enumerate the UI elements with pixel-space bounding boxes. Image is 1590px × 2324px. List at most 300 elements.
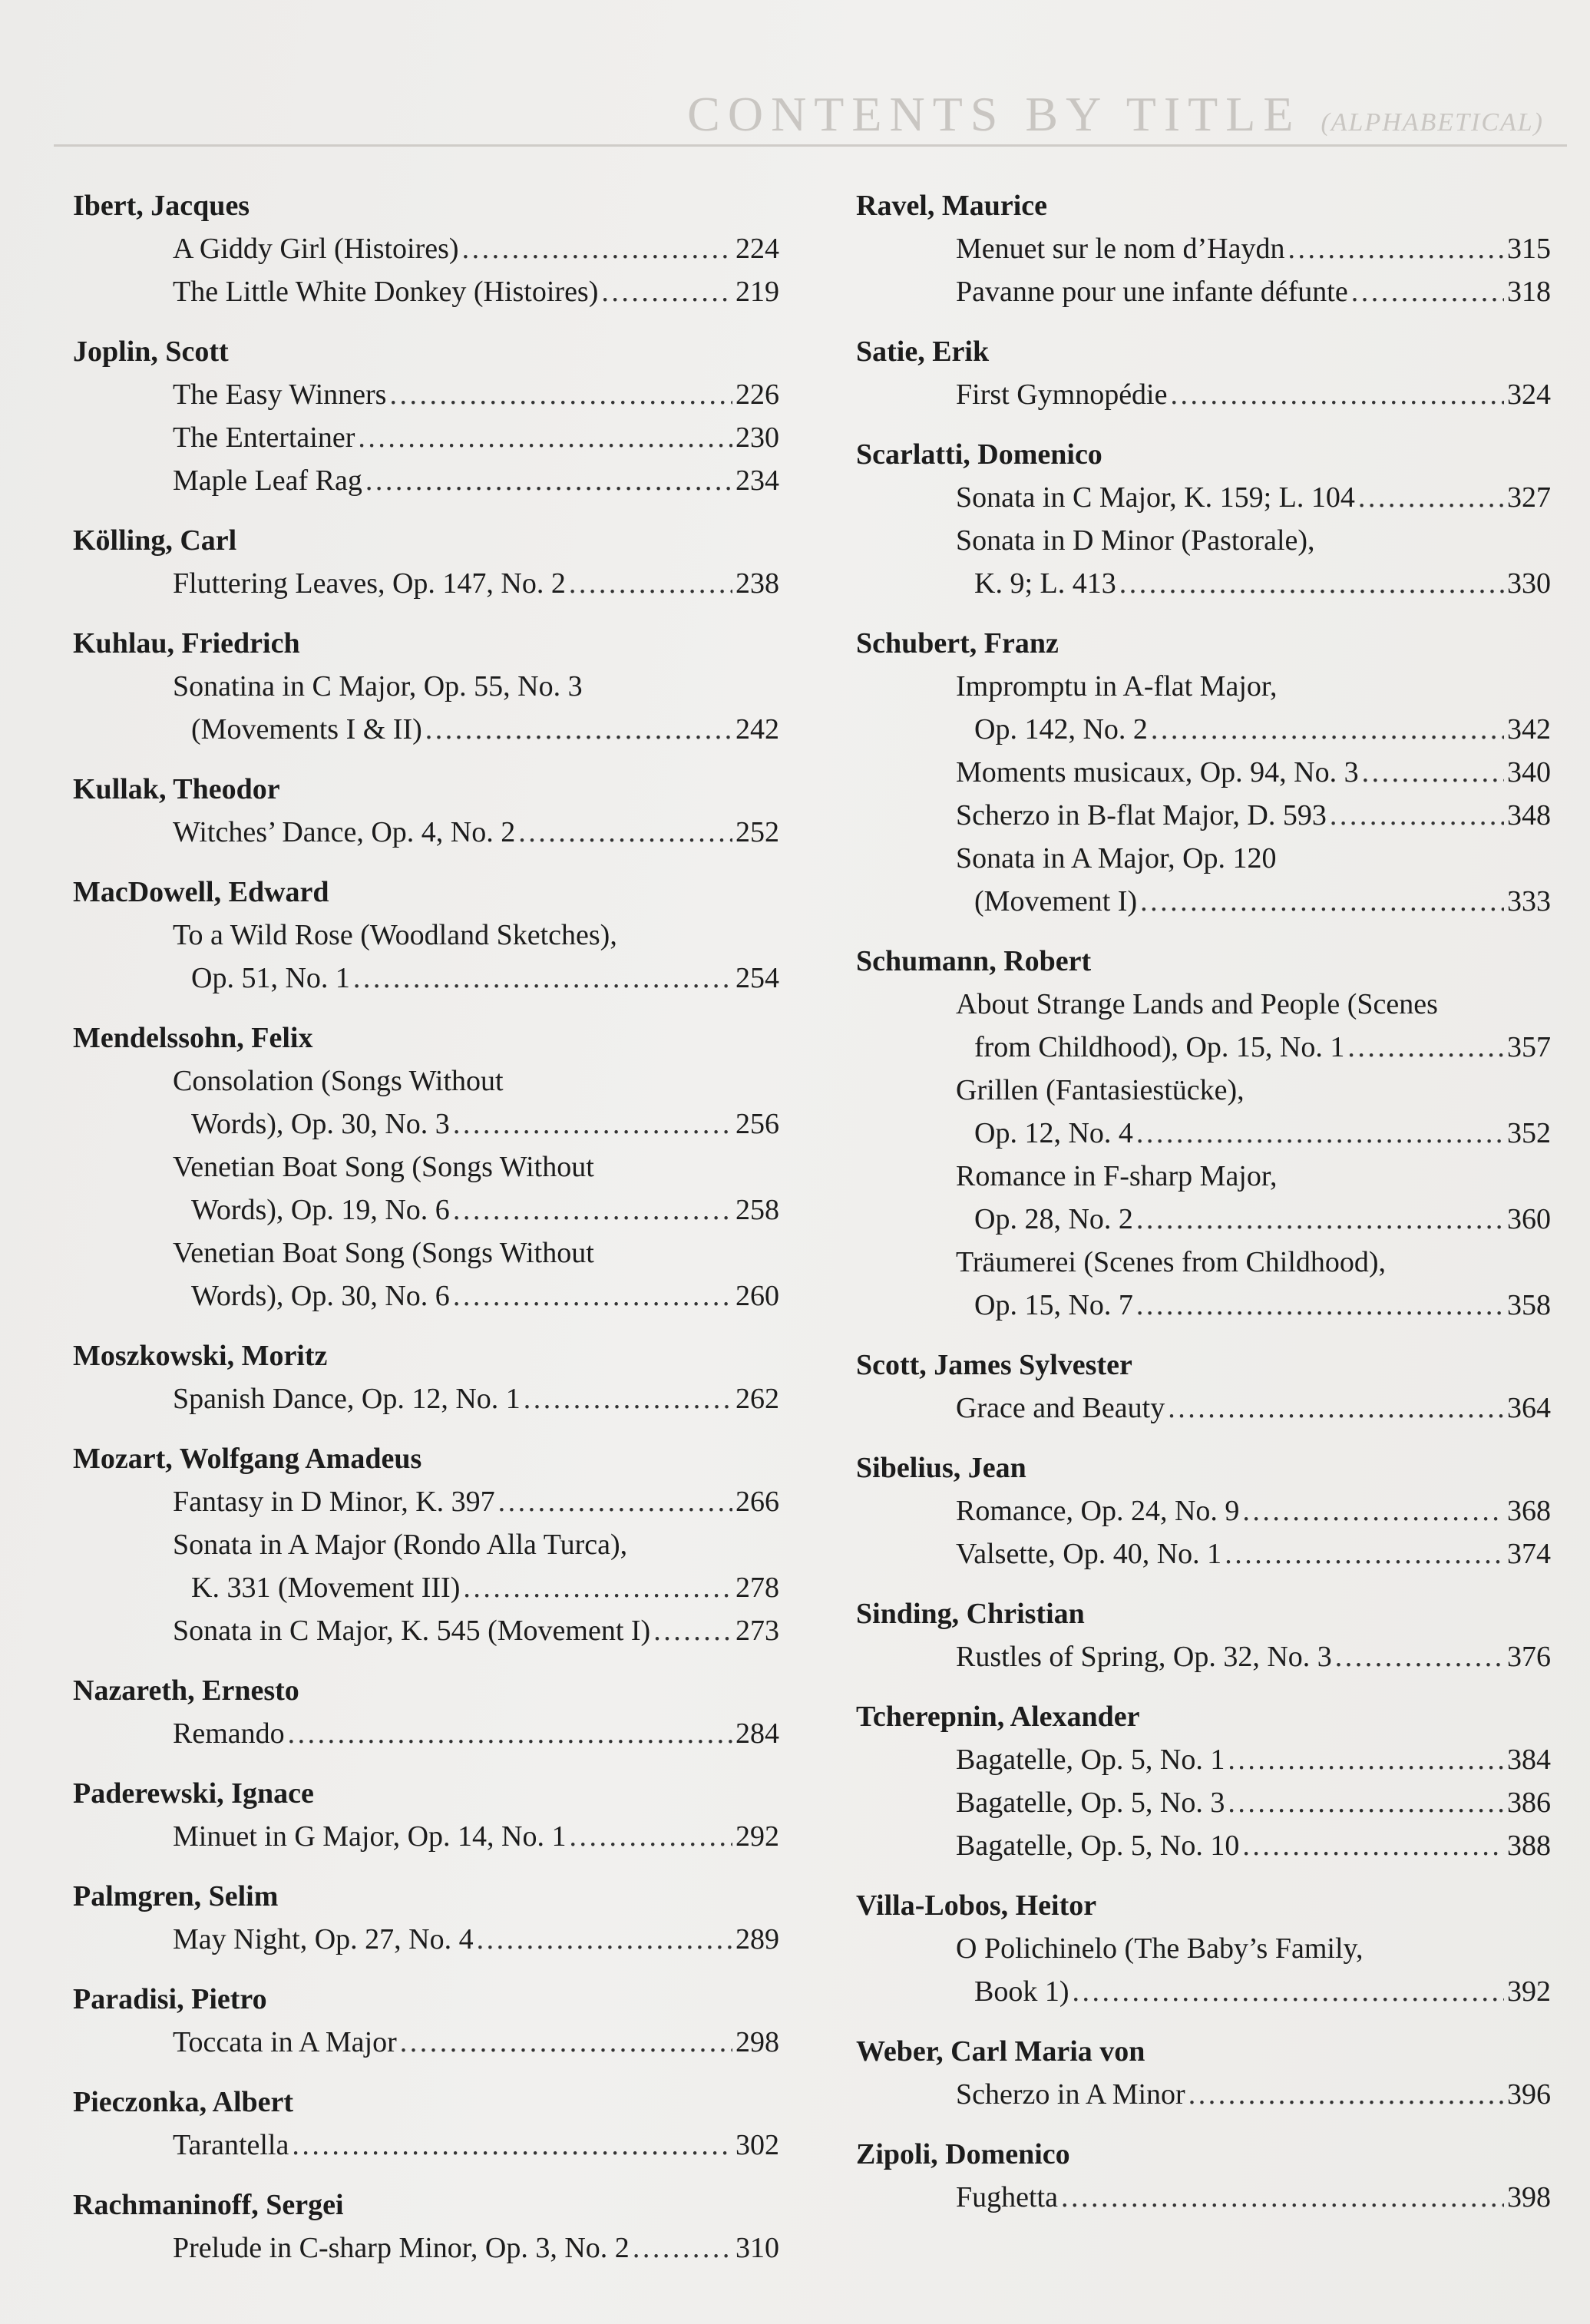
page-number: 324 — [1507, 379, 1551, 411]
entry-line — [956, 1155, 1551, 1198]
composer-name: Nazareth, Ernesto — [73, 1674, 299, 1707]
work-title: Bagatelle, Op. 5, No. 10 — [956, 1830, 1240, 1862]
dot-leader — [633, 2226, 732, 2269]
composer-block — [856, 184, 1551, 313]
work-title: First Gymnopédie — [956, 379, 1168, 411]
page-number: 292 — [735, 1820, 779, 1853]
composer-name: Weber, Carl Maria von — [856, 2035, 1145, 2068]
dot-leader — [1140, 880, 1504, 923]
toc-entry[interactable] — [856, 1781, 1551, 1824]
toc-entry[interactable] — [856, 1927, 1551, 2013]
entry-line — [173, 1815, 779, 1858]
work-title: Remando — [173, 1717, 285, 1750]
dot-leader — [1225, 1532, 1504, 1575]
entry-line — [956, 2176, 1551, 2219]
work-title: Sonata in A Major (Rondo Alla Turca), — [173, 1529, 628, 1561]
toc-entry[interactable] — [73, 1060, 779, 1145]
toc-entry[interactable] — [73, 665, 779, 751]
toc-entry[interactable] — [856, 1069, 1551, 1155]
work-title: A Giddy Girl (Histoires) — [173, 233, 459, 265]
toc-entry[interactable] — [856, 1489, 1551, 1532]
composer-block — [73, 622, 779, 751]
toc-entry[interactable] — [856, 2073, 1551, 2116]
dot-leader — [1168, 1387, 1504, 1430]
toc-entry[interactable] — [73, 2124, 779, 2167]
composer-name: Rachmaninoff, Sergei — [73, 2189, 344, 2221]
page-number: 234 — [735, 464, 779, 497]
toc-entry[interactable] — [73, 914, 779, 1000]
entry-line — [173, 665, 779, 708]
page-number: 238 — [735, 567, 779, 600]
dot-leader — [477, 1918, 732, 1961]
composer-name: Villa-Lobos, Heitor — [856, 1889, 1097, 1922]
work-title: Op. 51, No. 1 — [191, 962, 350, 994]
work-title: Scherzo in A Minor — [956, 2078, 1185, 2111]
header-rule — [54, 144, 1567, 147]
dot-leader — [569, 562, 732, 605]
work-title: Sonata in C Major, K. 545 (Movement I) — [173, 1615, 651, 1647]
entry-line — [956, 1284, 1551, 1327]
composer-name: Palmgren, Selim — [73, 1880, 279, 1912]
work-title: O Polichinelo (The Baby’s Family, — [956, 1932, 1364, 1965]
page-number: 230 — [735, 421, 779, 454]
work-title: Sonata in A Major, Op. 120 — [956, 842, 1277, 874]
work-title: Op. 12, No. 4 — [974, 1117, 1133, 1149]
page-number: 374 — [1507, 1538, 1551, 1570]
dot-leader — [653, 1609, 732, 1652]
dot-leader — [601, 270, 732, 313]
composer-name: Schubert, Franz — [856, 627, 1059, 660]
entry-line — [173, 1231, 779, 1274]
work-title: K. 331 (Movement III) — [191, 1572, 461, 1604]
entry-line — [173, 227, 779, 270]
entry-line — [956, 562, 1551, 605]
toc-entry[interactable] — [856, 1241, 1551, 1327]
dot-leader — [365, 459, 732, 502]
work-title: Grillen (Fantasiestücke), — [956, 1074, 1245, 1106]
composer-block — [856, 433, 1551, 605]
work-title: The Easy Winners — [173, 379, 387, 411]
work-title: Träumerei (Scenes from Childhood), — [956, 1246, 1387, 1278]
dot-leader — [1335, 1635, 1504, 1678]
composer-name: Mendelssohn, Felix — [73, 1022, 313, 1054]
work-title: (Movements I & II) — [191, 713, 422, 745]
toc-entry[interactable] — [856, 794, 1551, 837]
composer-name: Sinding, Christian — [856, 1598, 1085, 1630]
toc-entry[interactable] — [73, 1480, 779, 1523]
composer-name: Pieczonka, Albert — [73, 2086, 294, 2118]
toc-entry[interactable] — [856, 1635, 1551, 1678]
page-number: 386 — [1507, 1787, 1551, 1819]
dot-leader — [1362, 751, 1504, 794]
composer-block — [73, 330, 779, 502]
dot-leader — [425, 708, 732, 751]
dot-leader — [1136, 1198, 1504, 1241]
page-number: 302 — [735, 2129, 779, 2161]
page-number: 358 — [1507, 1289, 1551, 1321]
entry-line — [173, 1377, 779, 1420]
work-title: Tarantella — [173, 2129, 289, 2161]
work-title: Sonata in C Major, K. 159; L. 104 — [956, 481, 1355, 514]
dot-leader — [1073, 1970, 1505, 2013]
entry-line — [173, 1712, 779, 1755]
composer-block — [73, 1875, 779, 1961]
toc-entry[interactable] — [856, 476, 1551, 519]
work-title: Fluttering Leaves, Op. 147, No. 2 — [173, 567, 566, 600]
entry-line — [956, 1927, 1551, 1970]
composer-block — [856, 2133, 1551, 2219]
entry-line — [956, 1069, 1551, 1112]
composer-block — [856, 1344, 1551, 1430]
page-number: 224 — [735, 233, 779, 265]
composer-block — [73, 2184, 779, 2269]
page-number: 254 — [735, 962, 779, 994]
page-number: 260 — [735, 1280, 779, 1312]
toc-entry[interactable] — [856, 519, 1551, 605]
dot-leader — [1228, 1781, 1504, 1824]
composer-name: Paderewski, Ignace — [73, 1777, 314, 1810]
work-title: Words), Op. 19, No. 6 — [191, 1194, 450, 1226]
toc-entry[interactable] — [856, 270, 1551, 313]
toc-entry[interactable] — [73, 1377, 779, 1420]
entry-line — [173, 708, 779, 751]
work-title: Pavanne pour une infante défunte — [956, 276, 1348, 308]
composer-block — [73, 519, 779, 605]
page-number: 289 — [735, 1923, 779, 1955]
composer-block — [856, 1884, 1551, 2013]
composer-name: Satie, Erik — [856, 336, 990, 368]
entry-line — [956, 227, 1551, 270]
entry-line — [173, 1145, 779, 1188]
dot-leader — [518, 811, 732, 854]
work-title: Op. 28, No. 2 — [974, 1203, 1133, 1235]
page-number: 376 — [1507, 1641, 1551, 1673]
header-subtitle: (ALPHABETICAL) — [1321, 108, 1544, 137]
composer-block — [856, 1592, 1551, 1678]
dot-leader — [453, 1188, 732, 1231]
entry-line — [956, 1112, 1551, 1155]
page-number: 360 — [1507, 1203, 1551, 1235]
page-number: 398 — [1507, 2181, 1551, 2213]
toc-entry[interactable] — [73, 227, 779, 270]
entry-line — [956, 1781, 1551, 1824]
page-number: 258 — [735, 1194, 779, 1226]
entry-line — [956, 1635, 1551, 1678]
work-title: Minuet in G Major, Op. 14, No. 1 — [173, 1820, 567, 1853]
left-column — [73, 184, 779, 2286]
work-title: The Entertainer — [173, 421, 355, 454]
work-title: Maple Leaf Rag — [173, 464, 362, 497]
entry-line — [956, 1241, 1551, 1284]
dot-leader — [462, 227, 732, 270]
dot-leader — [400, 2021, 732, 2064]
dot-leader — [1136, 1112, 1504, 1155]
entry-line — [173, 1918, 779, 1961]
dot-leader — [288, 1712, 732, 1755]
entry-line — [956, 880, 1551, 923]
work-title: K. 9; L. 413 — [974, 567, 1116, 600]
entry-line — [956, 1489, 1551, 1532]
dot-leader — [463, 1566, 732, 1609]
right-column — [856, 184, 1551, 2236]
work-title: Book 1) — [974, 1975, 1069, 2008]
page-number: 357 — [1507, 1031, 1551, 1063]
page-number: 396 — [1507, 2078, 1551, 2111]
entry-line — [956, 373, 1551, 416]
dot-leader — [570, 1815, 733, 1858]
entry-line — [956, 794, 1551, 837]
page-number: 278 — [735, 1572, 779, 1604]
composer-block — [73, 184, 779, 313]
work-title: About Strange Lands and People (Scenes — [956, 988, 1438, 1020]
composer-name: Tcherepnin, Alexander — [856, 1701, 1140, 1733]
entry-line — [956, 476, 1551, 519]
composer-name: Ibert, Jacques — [73, 190, 250, 222]
work-title: Venetian Boat Song (Songs Without — [173, 1151, 594, 1183]
toc-entry[interactable] — [856, 983, 1551, 1069]
work-title: Witches’ Dance, Op. 4, No. 2 — [173, 816, 516, 848]
page-header — [687, 86, 1544, 143]
toc-entry[interactable] — [73, 1231, 779, 1317]
entry-line — [173, 416, 779, 459]
page-number: 330 — [1507, 567, 1551, 600]
entry-line — [173, 1480, 779, 1523]
work-title: Romance in F-sharp Major, — [956, 1160, 1278, 1192]
page-number: 327 — [1507, 481, 1551, 514]
work-title: Spanish Dance, Op. 12, No. 1 — [173, 1383, 521, 1415]
page-number: 310 — [735, 2232, 779, 2264]
toc-entry[interactable] — [856, 373, 1551, 416]
work-title: Prelude in C-sharp Minor, Op. 3, No. 2 — [173, 2232, 630, 2264]
composer-name: Schumann, Robert — [856, 945, 1092, 977]
work-title: Romance, Op. 24, No. 9 — [956, 1495, 1240, 1527]
entry-line — [173, 1102, 779, 1145]
work-title: The Little White Donkey (Histoires) — [173, 276, 599, 308]
dot-leader — [1170, 373, 1504, 416]
dot-leader — [1119, 562, 1504, 605]
work-title: Venetian Boat Song (Songs Without — [173, 1237, 594, 1269]
composer-block — [73, 768, 779, 854]
composer-name: Scarlatti, Domenico — [856, 438, 1102, 471]
toc-entry[interactable] — [73, 1523, 779, 1609]
entry-line — [173, 2021, 779, 2064]
page-number: 226 — [735, 379, 779, 411]
entry-line — [956, 665, 1551, 708]
dot-leader — [1151, 708, 1504, 751]
page-number: 352 — [1507, 1117, 1551, 1149]
toc-entry[interactable] — [856, 1824, 1551, 1867]
composer-block — [856, 1446, 1551, 1575]
page-number: 242 — [735, 713, 779, 745]
dot-leader — [498, 1480, 732, 1523]
page-number: 219 — [735, 276, 779, 308]
dot-leader — [1136, 1284, 1504, 1327]
entry-line — [173, 957, 779, 1000]
work-title: Bagatelle, Op. 5, No. 3 — [956, 1787, 1225, 1819]
composer-block — [856, 940, 1551, 1327]
work-title: Sonata in D Minor (Pastorale), — [956, 524, 1315, 557]
page-number: 364 — [1507, 1392, 1551, 1424]
toc-entry[interactable] — [73, 1145, 779, 1231]
composer-block — [73, 1017, 779, 1317]
entry-line — [173, 2124, 779, 2167]
work-title: Toccata in A Major — [173, 2026, 397, 2058]
dot-leader — [1288, 227, 1504, 270]
page-number: 368 — [1507, 1495, 1551, 1527]
entry-line — [956, 1532, 1551, 1575]
page-number: 388 — [1507, 1830, 1551, 1862]
toc-entry[interactable] — [73, 1609, 779, 1652]
page-number: 342 — [1507, 713, 1551, 745]
entry-line — [956, 1026, 1551, 1069]
toc-entry[interactable] — [856, 1155, 1551, 1241]
composer-block — [856, 622, 1551, 923]
work-title: Fughetta — [956, 2181, 1058, 2213]
work-title: Moments musicaux, Op. 94, No. 3 — [956, 756, 1359, 788]
entry-line — [956, 708, 1551, 751]
entry-line — [956, 751, 1551, 794]
dot-leader — [389, 373, 732, 416]
page-number: 252 — [735, 816, 779, 848]
composer-block — [73, 1772, 779, 1858]
entry-line — [956, 1970, 1551, 2013]
dot-leader — [353, 957, 732, 1000]
composer-name: Scott, James Sylvester — [856, 1349, 1132, 1381]
work-title: Words), Op. 30, No. 3 — [191, 1108, 450, 1140]
toc-entry[interactable] — [73, 2021, 779, 2064]
entry-line — [173, 914, 779, 957]
toc-entry[interactable] — [856, 1738, 1551, 1781]
composer-name: Kuhlau, Friedrich — [73, 627, 300, 660]
toc-entry[interactable] — [73, 373, 779, 416]
page-number: 340 — [1507, 756, 1551, 788]
work-title: May Night, Op. 27, No. 4 — [173, 1923, 474, 1955]
composer-name: Kölling, Carl — [73, 524, 237, 557]
composer-name: Sibelius, Jean — [856, 1452, 1026, 1484]
entry-line — [956, 1824, 1551, 1867]
toc-entry[interactable] — [856, 1532, 1551, 1575]
work-title: Op. 15, No. 7 — [974, 1289, 1133, 1321]
composer-block — [73, 1334, 779, 1420]
composer-name: Joplin, Scott — [73, 336, 229, 368]
page-number: 273 — [735, 1615, 779, 1647]
toc-entry[interactable] — [856, 837, 1551, 923]
dot-leader — [292, 2124, 732, 2167]
page-number: 348 — [1507, 799, 1551, 831]
toc-entry[interactable] — [856, 227, 1551, 270]
composer-block — [73, 1437, 779, 1652]
entry-line — [173, 1609, 779, 1652]
dot-leader — [1188, 2073, 1504, 2116]
work-title: from Childhood), Op. 15, No. 1 — [974, 1031, 1345, 1063]
entry-line — [173, 1060, 779, 1102]
work-title: Consolation (Songs Without — [173, 1065, 504, 1097]
dot-leader — [1242, 1824, 1504, 1867]
toc-entry[interactable] — [856, 2176, 1551, 2219]
toc-entry[interactable] — [73, 1712, 779, 1755]
page-number: 266 — [735, 1486, 779, 1518]
work-title: Op. 142, No. 2 — [974, 713, 1148, 745]
entry-line — [956, 1198, 1551, 1241]
composer-name: MacDowell, Edward — [73, 876, 329, 908]
composer-name: Mozart, Wolfgang Amadeus — [73, 1443, 422, 1475]
header-title: CONTENTS BY TITLE — [687, 87, 1301, 141]
toc-entry[interactable] — [73, 2226, 779, 2269]
composer-name: Paradisi, Pietro — [73, 1983, 267, 2015]
entry-line — [173, 2226, 779, 2269]
work-title: (Movement I) — [974, 885, 1138, 917]
entry-line — [956, 519, 1551, 562]
entry-line — [173, 562, 779, 605]
work-title: Grace and Beauty — [956, 1392, 1165, 1424]
work-title: Scherzo in B-flat Major, D. 593 — [956, 799, 1327, 831]
dot-leader — [1061, 2176, 1504, 2219]
composer-name: Zipoli, Domenico — [856, 2138, 1070, 2170]
dot-leader — [1358, 476, 1504, 519]
work-title: Impromptu in A-flat Major, — [956, 670, 1278, 702]
work-title: Words), Op. 30, No. 6 — [191, 1280, 450, 1312]
entry-line — [173, 1188, 779, 1231]
entry-line — [956, 1738, 1551, 1781]
composer-block — [856, 1695, 1551, 1867]
page-number: 262 — [735, 1383, 779, 1415]
toc-entry[interactable] — [73, 562, 779, 605]
entry-line — [173, 1523, 779, 1566]
page-number: 298 — [735, 2026, 779, 2058]
entry-line — [173, 1566, 779, 1609]
entry-line — [173, 373, 779, 416]
toc-entry[interactable] — [73, 811, 779, 854]
work-title: Valsette, Op. 40, No. 1 — [956, 1538, 1222, 1570]
toc-entry[interactable] — [856, 1387, 1551, 1430]
entry-line — [956, 837, 1551, 880]
toc-entry[interactable] — [856, 751, 1551, 794]
entry-line — [956, 270, 1551, 313]
composer-block — [856, 2030, 1551, 2116]
dot-leader — [1242, 1489, 1504, 1532]
toc-entry[interactable] — [73, 459, 779, 502]
dot-leader — [358, 416, 732, 459]
page-number: 318 — [1507, 276, 1551, 308]
page-number: 384 — [1507, 1744, 1551, 1776]
composer-block — [73, 2081, 779, 2167]
work-title: Bagatelle, Op. 5, No. 1 — [956, 1744, 1225, 1776]
toc-entry[interactable] — [73, 416, 779, 459]
toc-entry[interactable] — [73, 270, 779, 313]
page-number: 315 — [1507, 233, 1551, 265]
toc-entry[interactable] — [73, 1918, 779, 1961]
dot-leader — [1347, 1026, 1504, 1069]
toc-entry[interactable] — [73, 1815, 779, 1858]
entry-line — [956, 983, 1551, 1026]
entry-line — [173, 459, 779, 502]
dot-leader — [524, 1377, 732, 1420]
toc-entry[interactable] — [856, 665, 1551, 751]
dot-leader — [453, 1102, 732, 1145]
entry-line — [173, 1274, 779, 1317]
composer-block — [73, 871, 779, 1000]
work-title: Rustles of Spring, Op. 32, No. 3 — [956, 1641, 1332, 1673]
page-number: 392 — [1507, 1975, 1551, 2008]
composer-name: Moszkowski, Moritz — [73, 1340, 328, 1372]
entry-line — [956, 1387, 1551, 1430]
entry-line — [956, 2073, 1551, 2116]
composer-name: Ravel, Maurice — [856, 190, 1048, 222]
work-title: Menuet sur le nom d’Haydn — [956, 233, 1285, 265]
work-title: Fantasy in D Minor, K. 397 — [173, 1486, 495, 1518]
dot-leader — [1330, 794, 1504, 837]
work-title: To a Wild Rose (Woodland Sketches), — [173, 919, 617, 951]
